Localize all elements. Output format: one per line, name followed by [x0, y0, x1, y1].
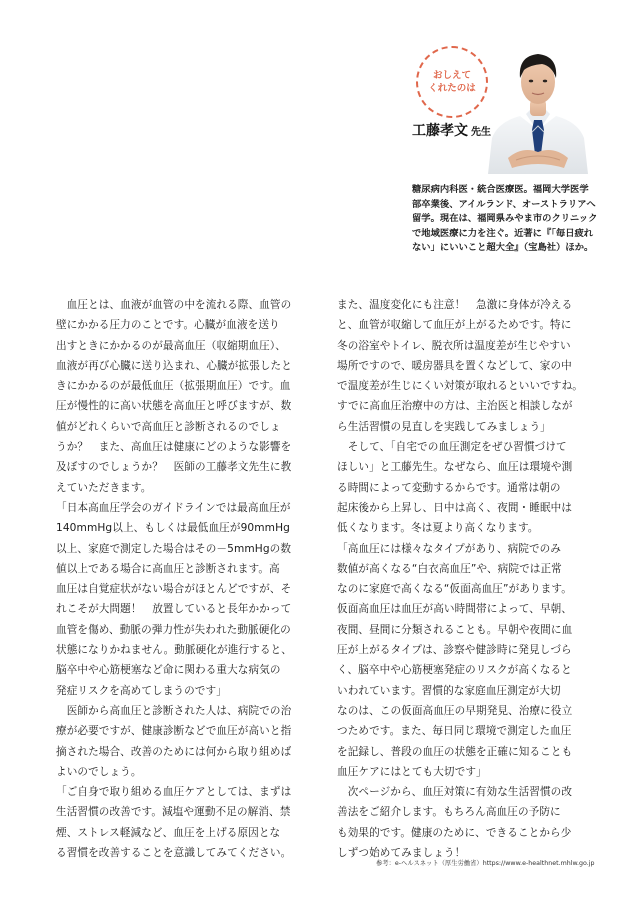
body-line: で温度差が生じにくい対策が取れるといいですね。 — [337, 380, 583, 393]
body-line: しずつ始めてみましょう！ — [337, 847, 466, 860]
body-line: 低くなります。冬は夏より高くなります。 — [337, 522, 539, 535]
teacher-name-text: 工藤孝文 — [412, 123, 468, 139]
body-line: 「日本高血圧学会のガイドラインでは最高血圧が — [56, 501, 291, 514]
body-line: 煙、ストレス軽減など、血圧を上げる原因とな — [56, 826, 281, 839]
article-right-column — [337, 295, 589, 863]
reference-note: 参考：e-ヘルスネット（厚生労働省）https://www.e-healthnet.mhlw.go.jp — [376, 860, 595, 867]
body-line: いわれています。習慣的な家庭血圧測定が大切 — [337, 684, 561, 697]
body-line: 壁にかかる圧力のことです。心臓が血液を送り — [56, 319, 280, 332]
body-line: 医師から高血圧と診断された人は、病院での治 — [56, 704, 292, 717]
body-line: 数値が高くなる“白衣高血圧”や、病院では正常 — [337, 562, 562, 575]
body-line: 脳卒中や心筋梗塞など命に関わる重大な病気の — [56, 664, 281, 677]
profile-line: 糖尿病内科医・統合医療医。福岡大学医学 — [412, 184, 589, 195]
body-line: 及ぼすのでしょうか？ 医師の工藤孝文先生に教 — [56, 461, 292, 474]
body-line: 以上、家庭で測定した場合はその－5mmHgの数 — [56, 542, 292, 555]
body-line: 圧が上がるタイプは、診察や健診時に発見しづら — [337, 644, 572, 657]
teacher-badge — [416, 46, 488, 118]
body-line: 仮面高血圧は血圧が高い時間帯によって、早朝、 — [337, 603, 573, 616]
body-line: 140mmHg以上、もしくは最低血圧が90mmHg — [56, 522, 290, 535]
body-line: 善法をご紹介します。もちろん高血圧の予防に — [337, 806, 561, 819]
body-line: そして、「自宅での血圧測定をぜひ習慣づけて — [337, 441, 567, 454]
body-line: 出すときにかかるのが最高血圧（収縮期血圧）、 — [56, 339, 286, 352]
body-line: 冬の浴室やトイレ、脱衣所は温度差が生じやすい — [337, 339, 571, 352]
body-line: 値がどれくらいで高血圧と診断されるのでしょ — [56, 420, 281, 433]
body-line: る時間によって変動するからです。通常は朝の — [337, 481, 561, 494]
body-line: 発症リスクを高めてしまうのです」 — [56, 684, 227, 697]
body-line: を記録し、普段の血圧の状態を正確に知ることも — [337, 745, 573, 758]
body-line: 「高血圧には様々なタイプがあり、病院でのみ — [337, 542, 562, 555]
body-line: 場所ですので、暖房器具を置くなどして、家の中 — [337, 359, 572, 372]
body-line: また、温度変化にも注意！ 急激に身体が冷える — [337, 299, 573, 311]
teacher-name — [412, 120, 491, 140]
body-line: なのは、この仮面高血圧の早期発見、治療に役立 — [337, 704, 573, 717]
body-line: きにかかるのが最低血圧（拡張期血圧）です。血 — [56, 380, 291, 393]
teacher-honorific: 先生 — [471, 127, 491, 138]
body-line: すでに高血圧治療中の方は、主治医と相談しなが — [337, 400, 573, 413]
body-line: えていただきます。 — [56, 481, 152, 494]
body-line: なのに家庭で高くなる“仮面高血圧”があります。 — [337, 583, 572, 596]
body-line: 療が必要ですが、健康診断などで血圧が高いと指 — [56, 725, 292, 738]
body-line: 血液が再び心臓に送り込まれ、心臓が拡張したと — [56, 359, 292, 372]
body-line: 血圧は自覚症状がない場合がほとんどですが、そ — [56, 583, 292, 596]
body-line: 血管を傷め、動脈の弾力性が失われた動脈硬化の — [56, 623, 291, 636]
body-line: 摘された場合、改善のためには何から取り組めば — [56, 745, 292, 758]
teacher-profile — [412, 183, 598, 256]
body-line: 血圧とは、血液が血管の中を流れる際、血管の — [56, 299, 292, 311]
article-left-column — [56, 295, 308, 863]
body-line: 状態になりかねません。動脈硬化が進行すると、 — [56, 644, 292, 657]
body-line: れこそが大問題！ 放置していると長年かかって — [56, 603, 292, 616]
body-line: ほしい」と工藤先生。なぜなら、血圧は環境や測 — [337, 461, 573, 474]
body-line: 「ご自身で取り組める血圧ケアとしては、まずは — [56, 786, 292, 799]
badge-line-2: くれたのは — [428, 83, 476, 94]
body-line: く、脳卒中や心筋梗塞発症のリスクが高くなると — [337, 664, 572, 677]
body-line: と、血管が収縮して血圧が上がるためです。特に — [337, 319, 572, 332]
profile-line: ない」にいいこと超大全』（宝島社）ほか。 — [412, 242, 594, 254]
doctor-portrait-photo — [486, 34, 590, 174]
body-line: よいのでしょう。 — [56, 765, 142, 778]
body-line: 圧が慢性的に高い状態を高血圧と呼びますが、数 — [56, 400, 292, 413]
body-line: 生活習慣の改善です。減塩や運動不足の解消、禁 — [56, 806, 291, 819]
body-line: 血圧ケアにはとても大切です」 — [337, 765, 487, 778]
profile-line: で地域医療に力を注ぐ。近著に『「毎日疲れ — [412, 227, 594, 239]
body-line: 起床後から上昇し、日中は高く、夜間・睡眠中は — [337, 501, 573, 514]
body-line: 次ページから、血圧対策に有効な生活習慣の改 — [337, 786, 573, 799]
body-line: 夜間、昼間に分類されることも。早朝や夜間に血 — [337, 623, 573, 636]
body-line: つためです。また、毎日同じ環境で測定した血圧 — [337, 725, 572, 738]
profile-line: 留学。現在は、福岡県みやま市のクリニック — [412, 213, 598, 225]
body-line: る習慣を改善することを意識してみてください。 — [56, 847, 292, 860]
body-line: ら生活習慣の見直しを実践してみましょう」 — [337, 420, 551, 433]
body-line: 値以上である場合に高血圧と診断されます。高 — [56, 562, 280, 575]
body-line: も効果的です。健康のために、できることから少 — [337, 826, 572, 839]
profile-line: 部卒業後、アイルランド、オーストラリアへ — [412, 198, 596, 210]
badge-line-1: おしえて — [432, 70, 471, 81]
body-line: うか？ また、高血圧は健康にどのような影響を — [56, 441, 292, 454]
